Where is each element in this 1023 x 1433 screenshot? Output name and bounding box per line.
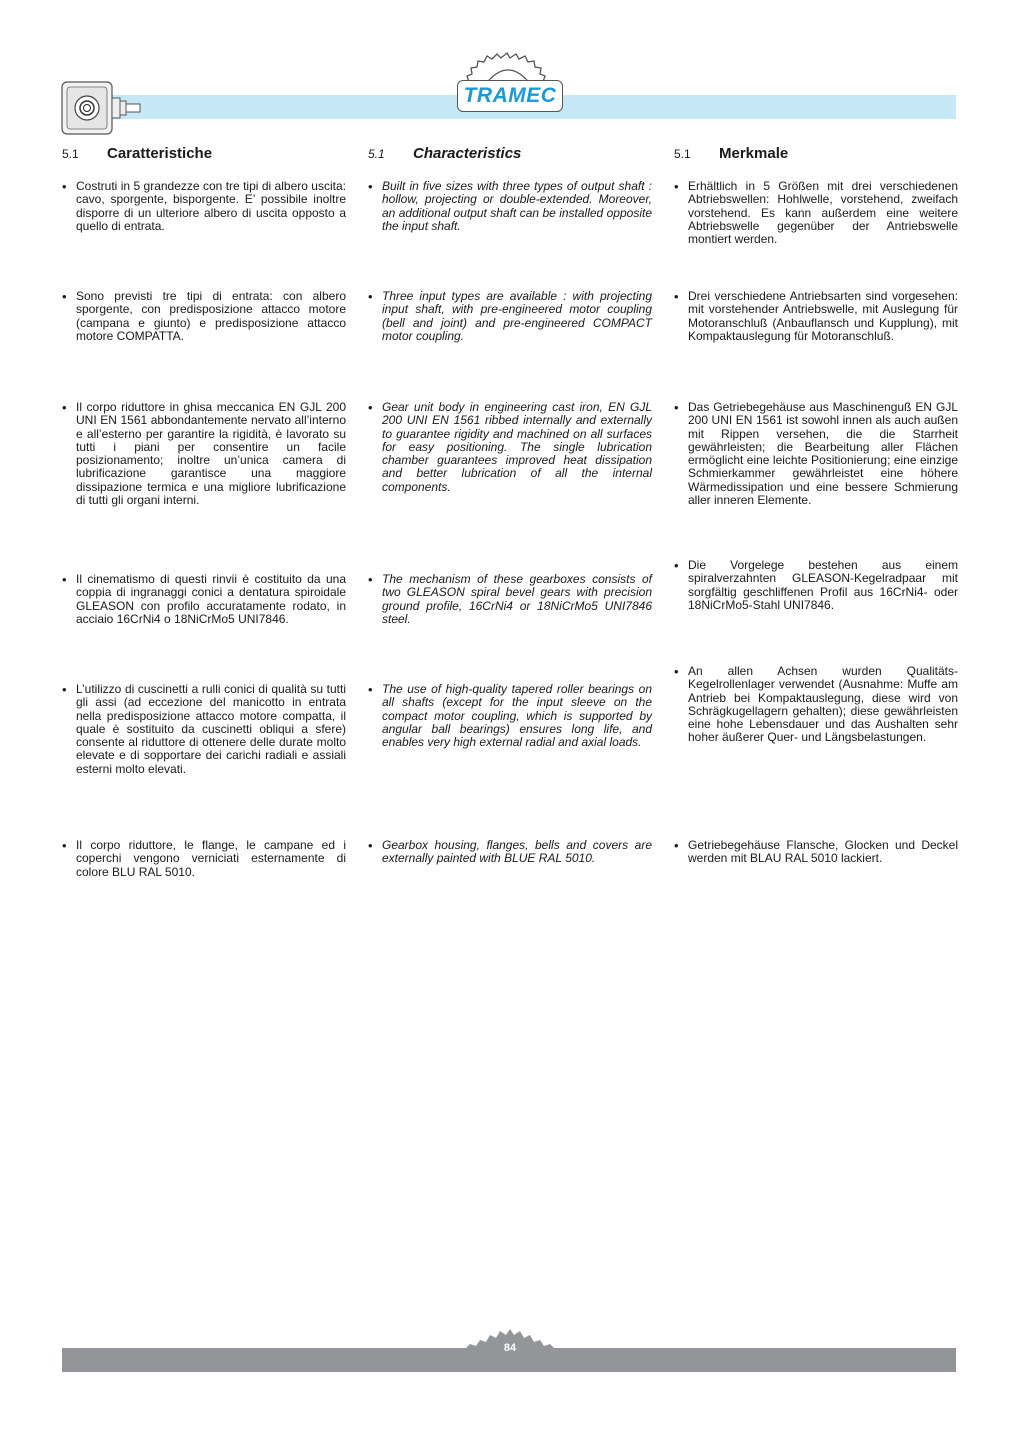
section-number: 5.1 <box>674 147 691 161</box>
column-german <box>674 145 958 866</box>
list-item: • Three input types are available : with projecting input shaft, with pre-engineered motor coupling (bell and joint) and pre-engineered COMPACT motor coupling. <box>368 290 652 343</box>
section-heading <box>62 145 346 165</box>
list-item: • Erhältlich in 5 Größen mit drei verschiedenen Abtriebswellen: Hohlwelle, vorstehend, zweifach vorstehend. Es kann außerdem eine weitere Abtriebswelle gegenüber der Antriebswelle montiert werden. <box>674 180 958 246</box>
list-item: • Drei verschiedene Antriebsarten sind vorgesehen: mit vorstehender Antriebswelle, mit Auslegung für Motoranschluß (Anbauflansch und Kupplung), mit Kompaktauslegung für Motoranschluß. <box>674 290 958 343</box>
section-title: Caratteristiche <box>107 145 213 162</box>
section-heading <box>674 145 958 165</box>
column-italian <box>62 145 346 879</box>
list-item: • Gearbox housing, flanges, bells and covers are externally painted with BLUE RAL 5010. <box>368 839 652 866</box>
list-item: • The use of high-quality tapered roller bearings on all shafts (except for the input sleeve on the compact motor coupling, which is supported by angular ball bearings) ensures long life, and enables very high external radial and axial loads. <box>368 683 652 749</box>
gearbox-icon <box>60 78 150 138</box>
list-item: • The mechanism of these gearboxes consists of two GLEASON spiral bevel gears with precision ground profile, 16CrNi4 or 18NiCrMo5 UNI7846 steel. <box>368 573 652 626</box>
list-item: • Gear unit body in engineering cast iron, EN GJL 200 UNI EN 1561 ribbed internally and externally to guarantee rigidity and machined on all surfaces for easy positioning. The single lubrication chamber guarantees improved heat dissipation and better lubrication of all the internal components. <box>368 401 652 494</box>
page-number: 84 <box>503 1342 517 1354</box>
list-item: • An allen Achsen wurden Qualitäts-Kegelrollenlager verwendet (Ausnahme: Muffe am Antrieb bei Kompaktauslegung, diese wird von Schrägkugellagern gehalten); diese gewährleisten eine hohe Lebensdauer und das Aushalten sehr hoher äußerer Quer- und Längsbelastungen. <box>674 665 958 745</box>
list-item: • Sono previsti tre tipi di entrata: con albero sporgente, con predisposizione attacco motore (campana e giunto) e predisposizione attacco motore COMPATTA. <box>62 290 346 343</box>
list-item: • Built in five sizes with three types of output shaft : hollow, projecting or double-extended. Moreover, an additional output shaft can be installed opposite the input shaft. <box>368 180 652 233</box>
list-item: • L’utilizzo di cuscinetti a rulli conici di qualità su tutti gli assi (ad eccezione del manicotto in entrata nella predisposizione attacco motore compatta, il quale è sostituito da cuscinetti obliqui a sfere) consente al riduttore di ottenere delle durate molto elevate e di sopportare dei carichi radiali e assiali esterni molto elevati. <box>62 683 346 776</box>
section-number: 5.1 <box>62 147 79 161</box>
list-item: • Die Vorgelege bestehen aus einem spiralverzahnten GLEASON-Kegelradpaar mit sorgfältig geschliffenen Profil aus 16CrNi4- oder 18NiCrMo5-Stahl UNI7846. <box>674 559 958 612</box>
list-item: • Getriebegehäuse Flansche, Glocken und Deckel werden mit BLAU RAL 5010 lackiert. <box>674 839 958 866</box>
list-item: • Costruti in 5 grandezze con tre tipi di albero uscita: cavo, sporgente, bisporgente. E’ possibile inoltre disporre di un ulteriore albero di uscita opposto a quello di entrata. <box>62 180 346 233</box>
section-heading <box>368 145 652 165</box>
section-title: Characteristics <box>413 145 522 162</box>
section-title: Merkmale <box>719 145 789 162</box>
list-item: • Il corpo riduttore, le flange, le campane ed i coperchi vengono verniciati esternamente di colore BLU RAL 5010. <box>62 839 346 879</box>
list-item: • Il corpo riduttore in ghisa meccanica EN GJL 200 UNI EN 1561 abbondantemente nervato all’interno e all’esterno per garantire la rigidità, è lavorato su tutti i piani per consentire un facile posizionamento; inoltre un’unica camera di lubrificazione garantisce una maggiore dissipazione termica e una migliore lubrificazione di tutti gli organi interni. <box>62 401 346 507</box>
list-item: • Das Getriebegehäuse aus Maschinenguß EN GJL 200 UNI EN 1561 ist sowohl innen als auch außen mit Rippen versehen, die die Starrheit gewährleisten; die Bearbeitung aller Flächen ermöglicht eine leichte Positionierung; eine einzige Schmierkammer gewährleistet eine höhere Wärmedissipation und eine bessere Schmierung aller inneren Elemente. <box>674 401 958 507</box>
section-number: 5.1 <box>368 147 385 161</box>
column-english <box>368 145 652 866</box>
list-item: • Il cinematismo di questi rinvii è costituito da una coppia di ingranaggi conici a dentatura spiroidale GLEASON con profilo accuratamente rodato, in acciaio 16CrNi4 o 18NiCrMo5 UNI7846. <box>62 573 346 626</box>
brand-logo: TRAMEC <box>457 80 563 112</box>
